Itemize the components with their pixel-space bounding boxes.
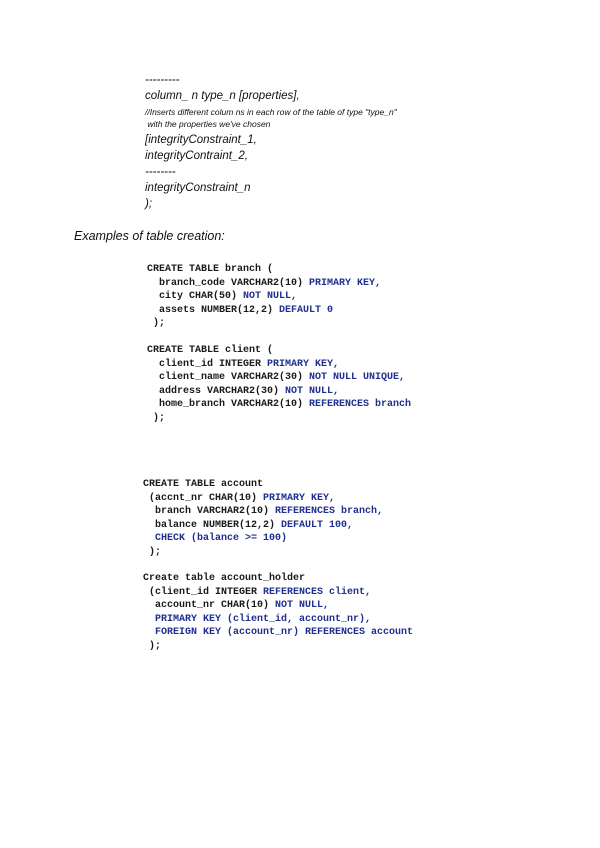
sql-text: ); (143, 546, 162, 558)
code-line (143, 586, 413, 600)
sql-keyword: DEFAULT 0 (279, 304, 334, 316)
sql-text: (accnt_nr CHAR(10) (143, 492, 264, 504)
code-line (143, 519, 383, 533)
syntax-line: --------- (145, 74, 180, 86)
code-line (147, 304, 381, 318)
sql-keyword: PRIMARY KEY, (263, 492, 336, 504)
code-line (143, 532, 383, 546)
sql-keyword: CHECK (balance >= 100) (143, 533, 288, 545)
sql-text: ); (147, 318, 166, 330)
code-block-create-branch (147, 263, 381, 331)
sql-text: city CHAR(50) (147, 291, 244, 303)
sql-text: CREATE TABLE client ( (147, 345, 274, 356)
syntax-line: [integrityConstraint_1, (145, 134, 257, 146)
sql-text: address VARCHAR2(30) (147, 385, 286, 397)
code-line (147, 290, 381, 304)
sql-text: account_nr CHAR(10) (143, 600, 276, 612)
sql-keyword: NOT NULL UNIQUE, (309, 372, 406, 384)
sql-keyword: FOREIGN KEY (account_nr) (143, 627, 306, 639)
code-line (147, 398, 411, 412)
sql-keyword: NOT NULL, (275, 600, 330, 612)
sql-keyword: PRIMARY KEY (client_id, account_nr), (143, 613, 372, 625)
sql-keyword: DEFAULT 100, (281, 519, 354, 531)
code-block-create-client (147, 344, 411, 426)
syntax-line: -------- (145, 166, 176, 178)
sql-keyword: NOT NULL, (243, 291, 298, 303)
examples-heading: Examples of table creation: (74, 229, 225, 243)
code-line (147, 412, 411, 426)
code-line (143, 546, 383, 560)
code-line (147, 344, 411, 358)
code-line (143, 640, 413, 654)
code-line (147, 263, 381, 277)
code-line (147, 371, 411, 385)
sql-keyword: PRIMARY KEY, (267, 358, 340, 370)
code-line (143, 505, 383, 519)
sql-text: CREATE TABLE account (143, 479, 264, 490)
syntax-comment: with the properties we've chosen (145, 119, 271, 129)
sql-text: branch VARCHAR2(10) (143, 506, 276, 518)
code-line (143, 599, 413, 613)
code-line (143, 572, 413, 586)
syntax-line: column_ n type_n [properties], (145, 90, 300, 102)
sql-text: CREATE TABLE (147, 264, 220, 275)
code-line (147, 358, 411, 372)
sql-keyword: REFERENCES branch (309, 399, 412, 411)
sql-text: client_name VARCHAR2(30) (147, 372, 310, 384)
code-line (143, 492, 383, 506)
sql-keyword: REFERENCES branch, (275, 506, 384, 518)
code-line (143, 478, 383, 492)
code-line (147, 317, 381, 331)
sql-text: ); (143, 640, 162, 652)
sql-keyword: NOT NULL, (285, 385, 340, 397)
sql-text: home_branch VARCHAR2(10) (147, 399, 310, 411)
syntax-comment: //Inserts different colum ns in each row of the table of type "type_n" (145, 107, 397, 117)
code-line (147, 385, 411, 399)
code-line (143, 626, 413, 640)
sql-text: Create table account_holder (143, 573, 306, 584)
sql-keyword: PRIMARY KEY, (309, 277, 382, 289)
code-line (143, 613, 413, 627)
sql-keyword: REFERENCES account (305, 627, 414, 639)
sql-text: branch ( (219, 264, 274, 275)
syntax-line: ); (145, 198, 153, 210)
code-line (147, 277, 381, 291)
syntax-line: integrityContraint_2, (145, 150, 248, 162)
code-block-create-account-holder (143, 572, 413, 654)
sql-text: assets NUMBER(12,2) (147, 304, 280, 316)
sql-text: (client_id INTEGER (143, 586, 264, 598)
sql-text: balance NUMBER(12,2) (143, 519, 282, 531)
sql-text: client_id INTEGER (147, 358, 268, 370)
sql-keyword: REFERENCES client, (263, 586, 372, 598)
code-block-create-account (143, 478, 383, 560)
syntax-line: integrityConstraint_n (145, 182, 251, 194)
sql-text: branch_code VARCHAR2(10) (147, 277, 310, 289)
syntax-description (145, 72, 565, 212)
sql-text: ); (147, 412, 166, 424)
